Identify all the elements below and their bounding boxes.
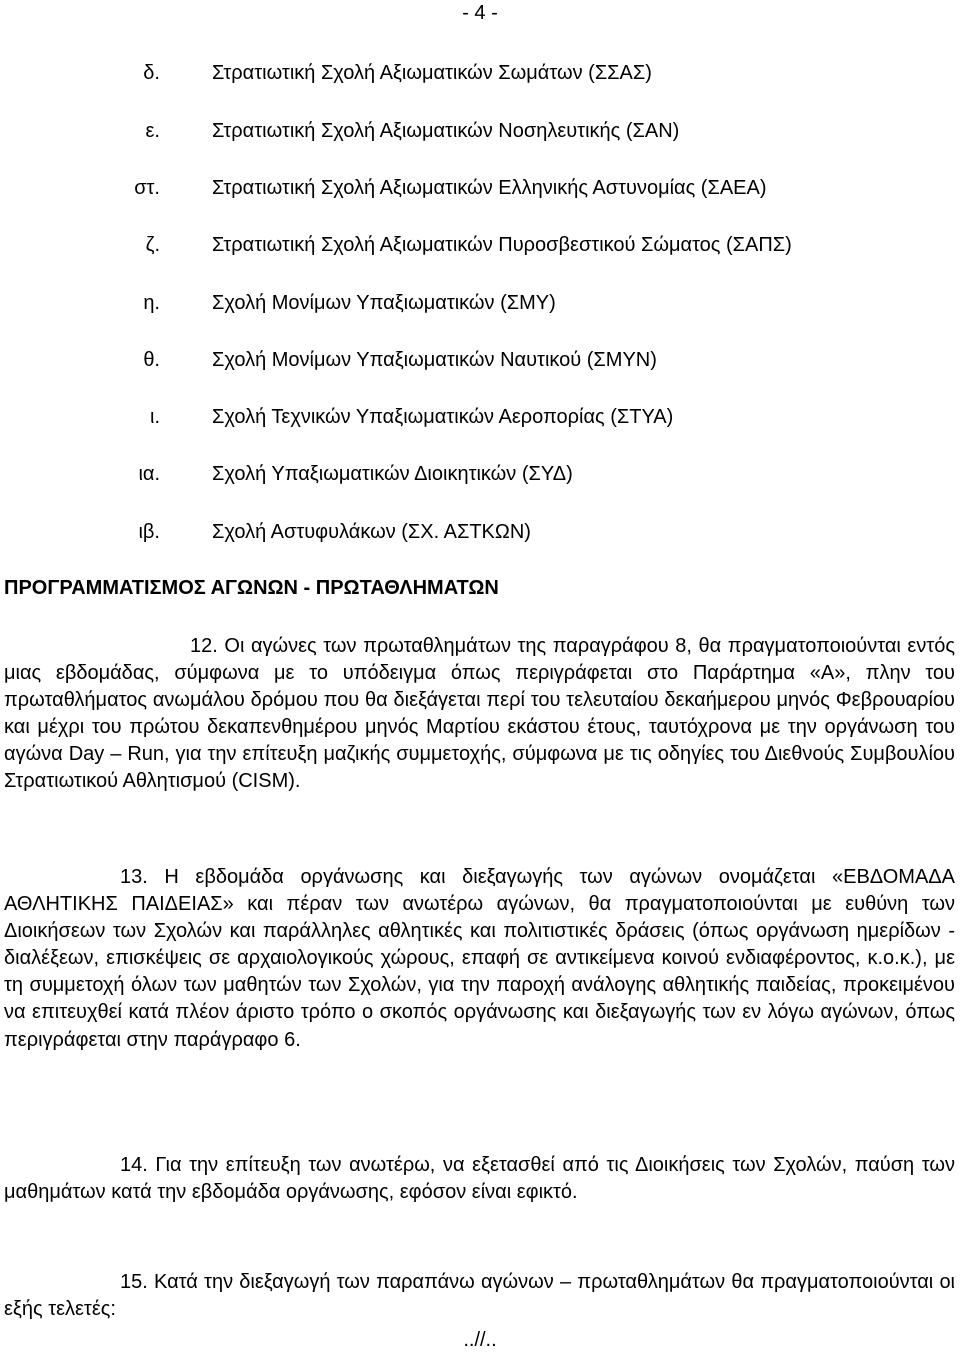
list-item: [0, 232, 960, 258]
paragraph-text: Κατά την διεξαγωγή των παραπάνω αγώνων – πρωταθλημάτων θα πραγματοποιούνται οι εξής τελετές:: [4, 1271, 956, 1321]
list-marker: ι.: [150, 406, 160, 428]
list-text: Στρατιωτική Σχολή Αξιωματικών Ελληνικής Αστυνομίας (ΣΑΕΑ): [212, 177, 767, 199]
paragraph-number: 15.: [120, 1271, 148, 1293]
list-item: [0, 118, 960, 144]
list-item: [0, 175, 960, 201]
list-text: Στρατιωτική Σχολή Αξιωματικών Πυροσβεστικού Σώματος (ΣΑΠΣ): [212, 234, 792, 256]
list-marker: ζ.: [145, 234, 160, 256]
list-marker: η.: [143, 292, 160, 314]
list-text: Στρατιωτική Σχολή Αξιωματικών Νοσηλευτικής (ΣΑΝ): [212, 120, 680, 142]
list-text: Σχολή Υπαξιωματικών Διοικητικών (ΣΥΔ): [212, 463, 573, 485]
paragraph-text: Για την επίτευξη των ανωτέρω, να εξετασθεί από τις Διοικήσεις των Σχολών, παύση των μαθημάτων κατά την εβδομάδα οργάνωσης, εφόσον είναι εφικτό.: [4, 1154, 955, 1204]
list-marker: ε.: [145, 120, 160, 142]
list-marker: θ.: [143, 349, 160, 371]
list-marker: ιβ.: [138, 521, 160, 543]
page-number: - 4 -: [462, 2, 498, 24]
list-item: [0, 404, 960, 430]
list-marker: στ.: [134, 177, 160, 199]
list-item: [0, 290, 960, 316]
list-item: [0, 60, 960, 86]
paragraph-15: [4, 1269, 955, 1323]
paragraph-text: Οι αγώνες των πρωταθλημάτων της παραγράφου 8, θα πραγματοποιούνται εντός μιας εβδομάδας, σύμφωνα με το υπόδειγμα όπως περιγράφεται στο Παράρτημα «Α», πλην του πρωταθλήματος ανωμάλου δρόμου που θα διεξάγεται περί του τελευταίου δεκαήμερου μηνός Φεβρουαρίου και μέχρι του πρώτου δεκαπενθημέρου μηνός Μαρτίου εκάστου έτους, ταυτόχρονα με την οργάνωση του αγώνα Day – Run, για την επίτευξη μαζικής συμμετοχής, σύμφωνα με τις οδηγίες του Διεθνούς Συμβουλίου Στρατιωτικού Αθλητισμού (CISM).: [4, 635, 956, 793]
list-text: Σχολή Μονίμων Υπαξιωματικών (ΣΜΥ): [212, 292, 556, 314]
list-item: [0, 461, 960, 487]
list-text: Σχολή Τεχνικών Υπαξιωματικών Αεροπορίας (ΣΤΥΑ): [212, 406, 674, 428]
list-item: [0, 347, 960, 373]
paragraph-number: 13.: [120, 866, 148, 888]
list-text: Στρατιωτική Σχολή Αξιωματικών Σωμάτων (ΣΣΑΣ): [212, 62, 652, 84]
list-marker: ια.: [138, 463, 160, 485]
list-item: [0, 519, 960, 545]
section-heading: ΠΡΟΓΡΑΜΜΑΤΙΣΜΟΣ ΑΓΩΝΩΝ - ΠΡΩΤΑΘΛΗΜΑΤΩΝ: [4, 577, 499, 599]
paragraph-13: [4, 864, 955, 1054]
list-text: Σχολή Μονίμων Υπαξιωματικών Ναυτικού (ΣΜΥΝ): [212, 349, 657, 371]
paragraph-number: 14.: [120, 1154, 148, 1176]
paragraph-number: 12.: [190, 635, 218, 657]
list-marker: δ.: [143, 62, 160, 84]
continuation-marker: ..//..: [463, 1329, 497, 1351]
paragraph-14: [4, 1152, 955, 1206]
paragraph-12: [4, 633, 955, 796]
list-text: Σχολή Αστυφυλάκων (ΣΧ. ΑΣΤΚΩΝ): [212, 521, 531, 543]
paragraph-text: Η εβδομάδα οργάνωσης και διεξαγωγής των αγώνων ονομάζεται «ΕΒΔΟΜΑΔΑ ΑΘΛΗΤΙΚΗΣ ΠΑΙΔΕΙΑΣ» και πέραν των ανωτέρω αγώνων, θα πραγματοποιούνται με ευθύνη των Διοικήσεων των Σχολών και παράλληλες αθλητικές και πολιτιστικές δράσεις (όπως οργάνωση ημερίδων - διαλέξεων, επισκέψεις σε αρχαιολογικούς χώρους, επαφή σε αντικείμενα κοινού ενδιαφέροντος, κ.ο.κ.), με τη συμμετοχή όλων των μαθητών των Σχολών, για την παροχή ανάλογης αθλητικής παιδείας, προκειμένου να επιτευχθεί κατά πλέον άριστο τρόπο ο σκοπός οργάνωσης και διεξαγωγής των εν λόγω αγώνων, όπως περιγράφεται στην παράγραφο 6.: [4, 866, 955, 1051]
